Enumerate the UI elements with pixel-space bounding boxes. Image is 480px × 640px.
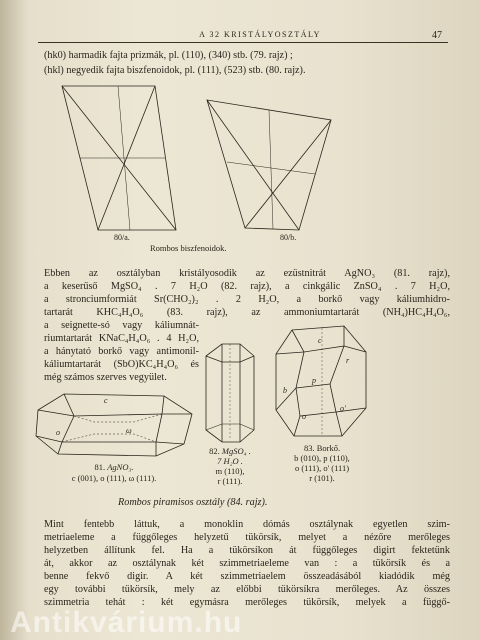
paragraph-line: a keserűső MgSO₄ . 7 H₂O (82. rajz), a cinkgálic ZnSO₄ . 7 H₂O,	[44, 281, 450, 292]
figure-82-caption	[195, 446, 265, 456]
figure-81-formula: AgNO₃.	[107, 462, 134, 472]
running-header: A 32 KRISTÁLYOSZTÁLY	[199, 30, 321, 39]
figure-83-title: Borkő.	[316, 443, 341, 453]
figure-82-formula-1: MgSO₄ .	[221, 446, 251, 456]
paragraph-line: át, akkor az osztálynak két szimmetriaeleme van : a tükörsík és a	[44, 558, 450, 569]
figure-82-formula-2: 7 H₂O .	[217, 456, 243, 466]
figure-83-label-p: p	[312, 376, 316, 385]
paragraph-line: helyzetben állítunk fel. Ha a tükörsíkon át függőleges digirt fektetünk	[44, 545, 450, 556]
figure-80a-bisphenoid	[60, 84, 180, 234]
figure-83-caption	[272, 443, 372, 453]
paragraph-line: riumtartarát KNaC₄H₄O₆ . 4 H₂O,	[44, 333, 199, 344]
paragraph-line: benne fekvő digir. A két szimmetriaelem összeadásából kiadódik még	[44, 571, 450, 582]
figure-83-label-r: r	[346, 356, 350, 365]
figure-81-faces: c (001), o (111), ω (111).	[71, 473, 157, 483]
page-number: 47	[432, 30, 442, 41]
paragraph-line: Mint fentebb láttuk, a monoklin dómás osztálynak egyetlen szim-	[44, 519, 450, 530]
figure-80b-label: 80/b.	[280, 233, 297, 242]
figure-81-caption	[34, 462, 194, 472]
section-title: Rombos piramisos osztály (84. rajz).	[118, 497, 268, 508]
paragraph-line: egy további tükörsík, mely az előbbi tükörsíkra merőleges. Az összes	[44, 584, 450, 595]
intro-line: (hkl) negyedik fajta biszfenoidok, pl. (111), (523) stb. (80. rajz).	[44, 65, 306, 76]
paragraph-line: a stronciumformiát Sr(CHO₂)₂ . 2 H₂O, a borkő vagy káliumhidro-	[44, 294, 450, 305]
figure-80-caption: Rombos biszfenoidok.	[150, 243, 227, 253]
figure-83-face-3: r (101).	[309, 473, 335, 483]
paragraph-line: még számos szerves vegyület.	[44, 372, 167, 383]
figure-81-crystal	[34, 392, 196, 458]
figure-83-label-o-prime: o'	[340, 404, 346, 413]
figure-80b-bisphenoid	[205, 98, 335, 232]
paragraph-line: a seignette-só vagy káliumnát-	[44, 320, 199, 331]
figure-82-number: 82.	[209, 446, 220, 456]
paragraph-line: szimmetria tehát : két egymásra merőleges tükörsík, melyek a függő-	[44, 597, 450, 608]
figure-81-label-o: o	[56, 428, 60, 437]
figure-83-face-2: o (111), o' (111)	[294, 463, 350, 473]
figure-83-crystal	[274, 324, 370, 440]
paragraph-line: Ebben az osztályban kristályosodik az ezüstnitrát AgNO₃ (81. rajz),	[44, 268, 450, 279]
paragraph-line: metriaeleme a függőleges helyzetű tükörsík, melyet a nézőre merőleges	[44, 532, 450, 543]
figure-83-face-1: b (010), p (110),	[294, 453, 350, 463]
figure-82-face-1: m (110),	[215, 466, 245, 476]
figure-82-crystal	[200, 340, 260, 444]
header-rule	[38, 42, 448, 43]
figure-80a-label: 80/a.	[114, 233, 130, 242]
intro-line: (hk0) harmadik fajta prizmák, pl. (110), (340) stb. (79. rajz) ;	[44, 50, 293, 61]
watermark: Antikvárium.hu	[10, 606, 243, 639]
paragraph-line: a hánytató borkő vagy antimonil-	[44, 346, 199, 357]
paragraph-line: tartarát KHC₄H₄O₆ (83. rajz), az ammoniumtartarát (NH₄)HC₄H₄O₆,	[44, 307, 450, 318]
figure-81-number: 81.	[94, 462, 106, 472]
figure-81-label-c: c	[104, 396, 108, 405]
paragraph-line: káliumtartarát (SbO)KC₄H₄O₆ és	[44, 359, 199, 370]
figure-83-label-c: c	[318, 336, 322, 345]
figure-83-label-b: b	[283, 386, 287, 395]
figure-82-face-2: r (111).	[217, 476, 243, 486]
figure-83-number: 83.	[303, 443, 315, 453]
figure-83-label-o: o	[302, 412, 306, 421]
figure-81-label-omega: ω	[126, 426, 132, 435]
